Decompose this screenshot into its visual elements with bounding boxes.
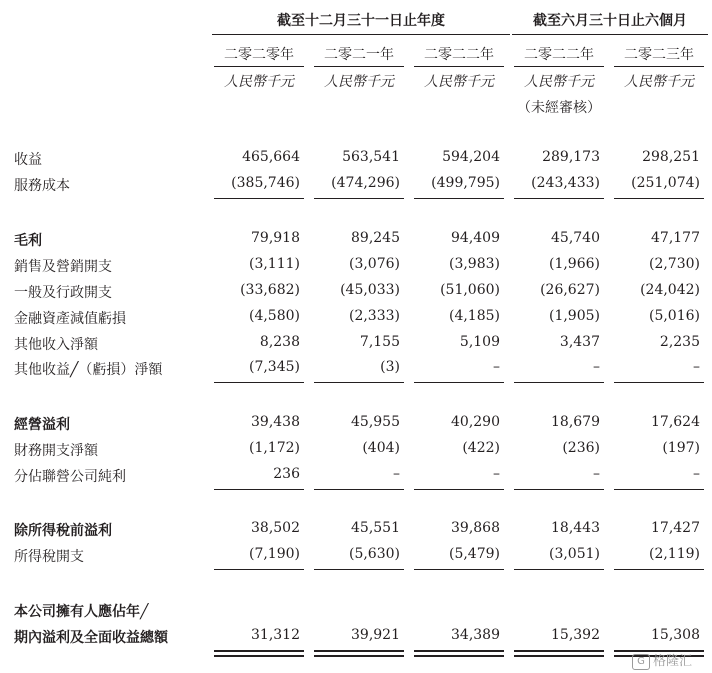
column-year: 二零二一年 — [324, 47, 394, 63]
cell-value: (3,076) — [348, 256, 400, 272]
cell-value: (499,795) — [431, 175, 500, 191]
row-label-impairment-losses: 金融資產減值虧損 — [14, 311, 126, 327]
cell-value: (45,033) — [340, 282, 400, 298]
cell-value: 38,502 — [251, 520, 300, 536]
column-unaudited-note: （未經審核） — [517, 100, 601, 116]
row-label-other-income: 其他收入淨額 — [14, 337, 98, 353]
row-label-gross-profit: 毛利 — [14, 233, 42, 249]
cell-value: (3,051) — [548, 546, 600, 562]
cell-value: (51,060) — [440, 282, 500, 298]
column-underline — [514, 66, 604, 67]
subtotal-rule — [514, 569, 604, 570]
group-underline-annual — [212, 34, 510, 35]
cell-value: (4,580) — [248, 308, 300, 324]
row-label-share-of-associates: 分佔聯營公司純利 — [14, 469, 126, 485]
subtotal-rule — [314, 489, 404, 490]
cell-value: 298,251 — [642, 149, 700, 165]
row-label-admin-expenses: 一般及行政開支 — [14, 285, 112, 301]
cell-value: – — [693, 466, 700, 482]
subtotal-rule — [414, 489, 504, 490]
column-currency: 人民幣千元 — [624, 74, 694, 90]
cell-value: 8,238 — [259, 334, 300, 350]
total-double-rule — [514, 650, 604, 652]
cell-value: 236 — [273, 466, 300, 482]
cell-value: (243,433) — [531, 175, 600, 191]
subtotal-rule — [414, 198, 504, 199]
subtotal-rule — [614, 489, 704, 490]
cell-value: (197) — [662, 440, 700, 456]
subtotal-rule — [414, 382, 504, 383]
cell-value: (3,111) — [248, 256, 300, 272]
cell-value: (3,983) — [448, 256, 500, 272]
cell-value: (404) — [362, 440, 400, 456]
subtotal-rule — [214, 382, 304, 383]
cell-value: (1,966) — [548, 256, 600, 272]
total-double-rule — [314, 650, 404, 652]
cell-value: 594,204 — [442, 149, 500, 165]
cell-value: – — [493, 359, 500, 375]
column-underline — [614, 66, 704, 67]
cell-value: 2,235 — [659, 334, 700, 350]
cell-value: 45,955 — [351, 414, 400, 430]
total-double-rule — [414, 650, 504, 652]
cell-value: 18,443 — [551, 520, 600, 536]
cell-value: (1,172) — [248, 440, 300, 456]
cell-value: 289,173 — [542, 149, 600, 165]
cell-value: (2,333) — [348, 308, 400, 324]
subtotal-rule — [314, 569, 404, 570]
subtotal-rule — [514, 198, 604, 199]
cell-value: (3) — [380, 359, 400, 375]
total-double-rule — [414, 655, 504, 657]
row-label-operating-profit: 經營溢利 — [14, 417, 70, 433]
column-currency: 人民幣千元 — [324, 74, 394, 90]
cell-value: (5,630) — [348, 546, 400, 562]
gelonghui-logo-icon: G — [632, 654, 650, 670]
watermark — [632, 650, 692, 670]
subtotal-rule — [514, 382, 604, 383]
row-label-revenue: 收益 — [14, 152, 42, 168]
row-label-profit-before-tax: 除所得稅前溢利 — [14, 523, 112, 539]
group-underline-interim — [512, 34, 708, 35]
column-underline — [414, 66, 504, 67]
cell-value: 89,245 — [351, 230, 400, 246]
subtotal-rule — [314, 382, 404, 383]
cell-value: (5,016) — [648, 308, 700, 324]
cell-value: 563,541 — [342, 149, 400, 165]
cell-value: 15,392 — [551, 627, 600, 643]
row-label-income-tax: 所得稅開支 — [14, 549, 84, 565]
cell-value: 94,409 — [451, 230, 500, 246]
cell-value: 465,664 — [242, 149, 300, 165]
row-label-other-gains-losses: 其他收益╱（虧損）淨額 — [14, 362, 163, 378]
subtotal-rule — [614, 198, 704, 199]
subtotal-rule — [514, 489, 604, 490]
watermark-text: 格隆汇 — [653, 654, 693, 669]
cell-value: – — [493, 466, 500, 482]
cell-value: (33,682) — [240, 282, 300, 298]
cell-value: – — [593, 359, 600, 375]
row-label-finance-expenses: 財務開支淨額 — [14, 443, 98, 459]
group-header-interim: 截至六月三十日止六個月 — [533, 13, 687, 29]
cell-value: 15,308 — [651, 627, 700, 643]
subtotal-rule — [214, 489, 304, 490]
cell-value: (7,190) — [248, 546, 300, 562]
cell-value: 39,438 — [251, 414, 300, 430]
cell-value: (236) — [562, 440, 600, 456]
cell-value: (2,119) — [648, 546, 700, 562]
cell-value: 45,740 — [551, 230, 600, 246]
cell-value: 17,624 — [651, 414, 700, 430]
cell-value: 3,437 — [559, 334, 600, 350]
cell-value: – — [693, 359, 700, 375]
column-underline — [314, 66, 404, 67]
cell-value: (7,345) — [248, 359, 300, 375]
cell-value: – — [393, 466, 400, 482]
cell-value: (251,074) — [631, 175, 700, 191]
cell-value: (422) — [462, 440, 500, 456]
cell-value: 17,427 — [651, 520, 700, 536]
column-currency: 人民幣千元 — [224, 74, 294, 90]
cell-value: (24,042) — [640, 282, 700, 298]
row-label-selling-expenses: 銷售及營銷開支 — [14, 259, 112, 275]
cell-value: 47,177 — [651, 230, 700, 246]
cell-value: (474,296) — [331, 175, 400, 191]
cell-value: 39,868 — [451, 520, 500, 536]
row-label-attributable-line1: 本公司擁有人應佔年╱ — [14, 604, 149, 620]
subtotal-rule — [314, 198, 404, 199]
column-year: 二零二三年 — [624, 47, 694, 63]
column-year: 二零二零年 — [224, 47, 294, 63]
subtotal-rule — [614, 569, 704, 570]
cell-value: (385,746) — [231, 175, 300, 191]
cell-value: 34,389 — [451, 627, 500, 643]
cell-value: (5,479) — [448, 546, 500, 562]
subtotal-rule — [214, 569, 304, 570]
column-currency: 人民幣千元 — [424, 74, 494, 90]
subtotal-rule — [614, 382, 704, 383]
cell-value: 7,155 — [359, 334, 400, 350]
cell-value: – — [593, 466, 600, 482]
cell-value: (26,627) — [540, 282, 600, 298]
cell-value: (1,905) — [548, 308, 600, 324]
cell-value: 40,290 — [451, 414, 500, 430]
column-currency: 人民幣千元 — [524, 74, 594, 90]
cell-value: 5,109 — [459, 334, 500, 350]
column-underline — [214, 66, 304, 67]
column-year: 二零二二年 — [424, 47, 494, 63]
subtotal-rule — [414, 569, 504, 570]
cell-value: 18,679 — [551, 414, 600, 430]
cell-value: 31,312 — [251, 627, 300, 643]
row-label-cost-of-services: 服務成本 — [14, 178, 70, 194]
row-label-total-comprehensive-income: 期內溢利及全面收益總額 — [14, 630, 168, 646]
cell-value: (2,730) — [648, 256, 700, 272]
cell-value: 45,551 — [351, 520, 400, 536]
total-double-rule — [214, 650, 304, 652]
group-header-annual: 截至十二月三十一日止年度 — [277, 13, 445, 29]
cell-value: 39,921 — [351, 627, 400, 643]
cell-value: (4,185) — [448, 308, 500, 324]
total-double-rule — [214, 655, 304, 657]
cell-value: 79,918 — [251, 230, 300, 246]
column-year: 二零二二年 — [524, 47, 594, 63]
subtotal-rule — [214, 198, 304, 199]
total-double-rule — [514, 655, 604, 657]
total-double-rule — [314, 655, 404, 657]
